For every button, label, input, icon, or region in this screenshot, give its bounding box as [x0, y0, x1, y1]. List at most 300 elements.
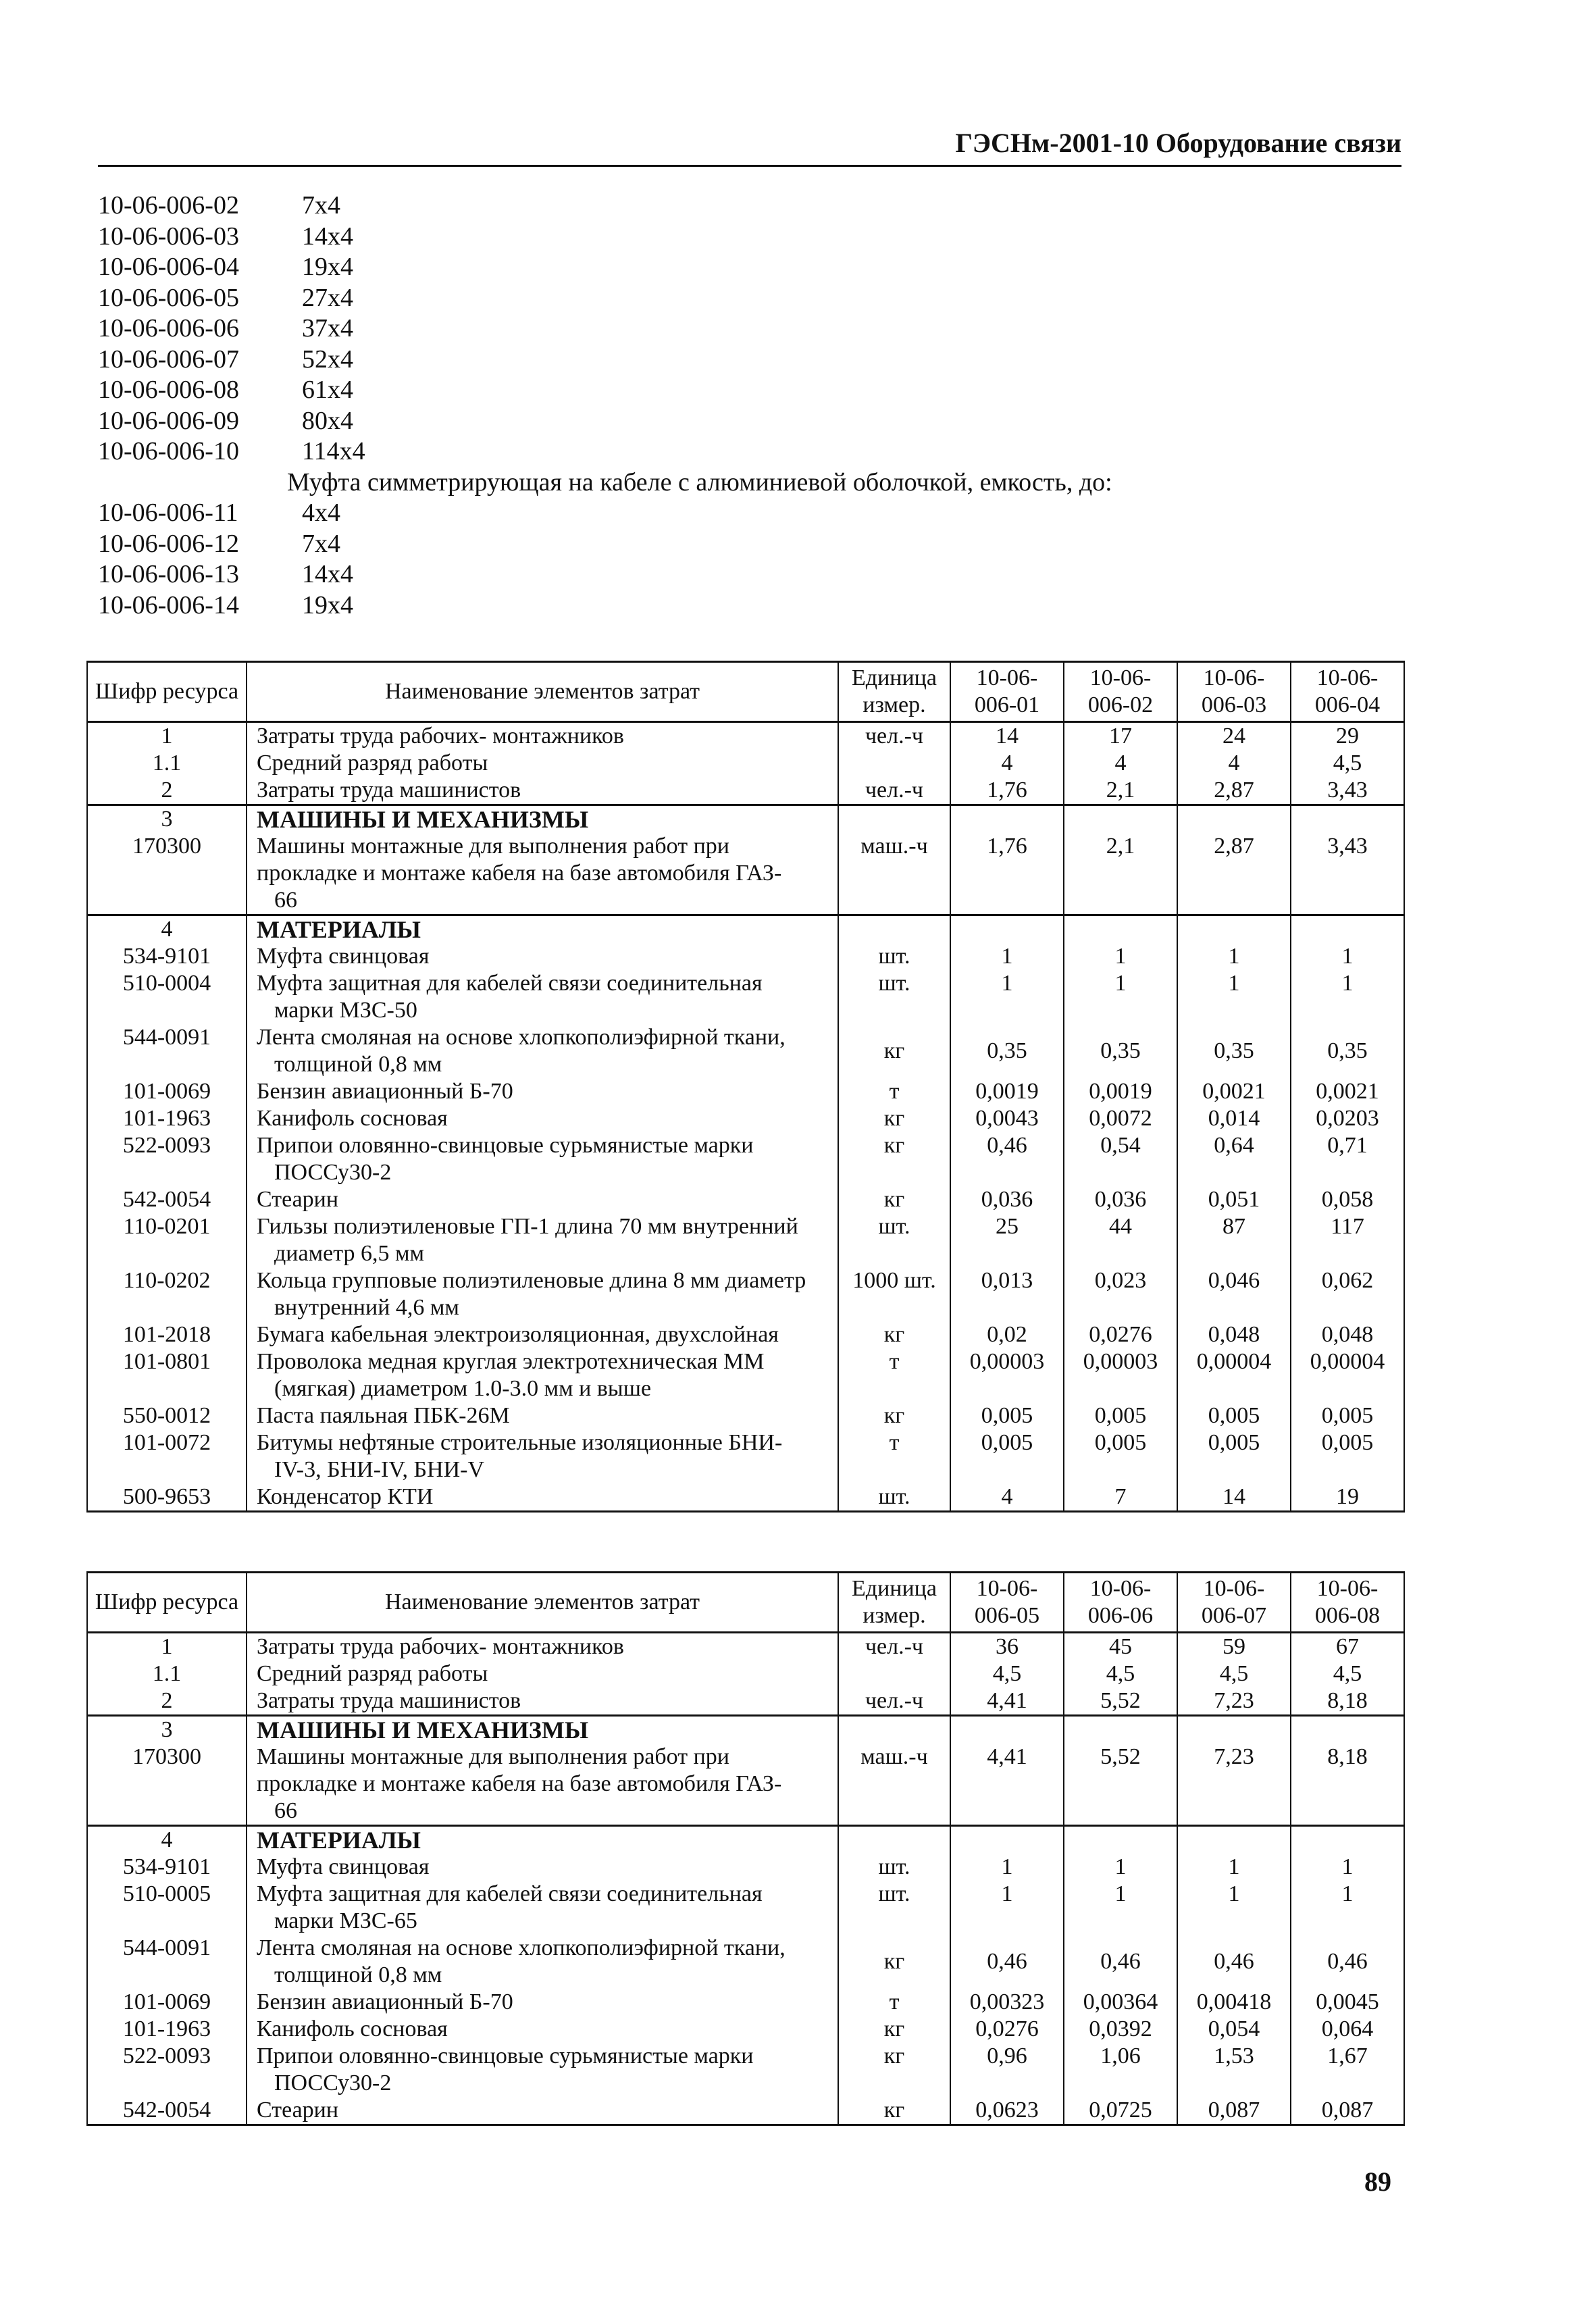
cell-name: Стеарин	[247, 2097, 838, 2125]
cell-value: 4,5	[1291, 1660, 1404, 1687]
cell-value: 4	[1177, 750, 1291, 777]
cell-unit: кг	[838, 1402, 950, 1429]
cell-value: 0,0725	[1064, 2097, 1177, 2125]
cell-value: 0,005	[1291, 1429, 1404, 1483]
cell-value: 0,0276	[950, 2016, 1064, 2043]
cell-name: Бензин авиационный Б-70	[247, 1989, 838, 2016]
cell-value: 4	[950, 750, 1064, 777]
table-row	[87, 1267, 1404, 1321]
cell-code: 1.1	[87, 750, 247, 777]
code-list-item	[98, 590, 1401, 621]
cell-name	[247, 1744, 838, 1826]
cell-code: 550-0012	[87, 1402, 247, 1429]
cell-value: 0,048	[1177, 1321, 1291, 1348]
cell-value: 0,0043	[950, 1105, 1064, 1132]
size: 7x4	[302, 191, 340, 220]
cell-name: Канифоль сосновая	[247, 1105, 838, 1132]
name-line: (мягкая) диаметром 1.0-3.0 мм и выше	[274, 1376, 652, 1401]
cell-value: 3,43	[1291, 833, 1404, 915]
cell-value: 3,43	[1291, 777, 1404, 805]
code-list-item	[98, 252, 1401, 283]
cell-value: 24	[1177, 722, 1291, 751]
code-list-item	[98, 498, 1401, 529]
name-line: ПОССу30-2	[274, 2070, 392, 2095]
cell-value: 1	[950, 970, 1064, 1024]
cell-name: Конденсатор КТИ	[247, 1483, 838, 1512]
cell-code: 101-0801	[87, 1348, 247, 1402]
cell-name: Средний разряд работы	[247, 1660, 838, 1687]
cell-unit: т	[838, 1989, 950, 2016]
cell-value: 1	[1291, 970, 1404, 1024]
name-line: ПОССу30-2	[274, 1160, 392, 1185]
cell-value: 0,0045	[1291, 1989, 1404, 2016]
cell-value: 0,0276	[1064, 1321, 1177, 1348]
cell-unit: 1000 шт.	[838, 1267, 950, 1321]
cell-value: 0,051	[1177, 1186, 1291, 1213]
name-line: IV-3, БНИ-IV, БНИ-V	[274, 1457, 485, 1482]
name-line: Припои оловянно-свинцовые сурьмянистые марки	[257, 1133, 754, 1158]
cell-value: 4,5	[950, 1660, 1064, 1687]
header-unit: Единица измер.	[838, 662, 950, 722]
name-line: Проволока медная круглая электротехническая ММ	[257, 1349, 765, 1374]
cell-unit: кг	[838, 2016, 950, 2043]
cell-code: 500-9653	[87, 1483, 247, 1512]
cell-value: 1	[1291, 1881, 1404, 1935]
cell-value: 7,23	[1177, 1687, 1291, 1716]
cell-unit: шт.	[838, 943, 950, 970]
size: 61x4	[302, 376, 353, 404]
cell-value: 0,058	[1291, 1186, 1404, 1213]
cell-value: 0,005	[1177, 1402, 1291, 1429]
cell-value: 0,023	[1064, 1267, 1177, 1321]
cell-value: 0,00003	[950, 1348, 1064, 1402]
cell-unit: шт.	[838, 1213, 950, 1267]
cell-code: 4	[87, 1826, 247, 1854]
cell-name	[247, 1348, 838, 1402]
cell-code: 101-0072	[87, 1429, 247, 1483]
table-row	[87, 943, 1404, 970]
cell-value: 0,02	[950, 1321, 1064, 1348]
cell-value: 0,0392	[1064, 2016, 1177, 2043]
table-row	[87, 1105, 1404, 1132]
name-line: Кольца групповые полиэтиленовые длина 8 мм диаметр	[257, 1268, 806, 1293]
cell-value: 0,014	[1177, 1105, 1291, 1132]
cell-value: 0,46	[1177, 1935, 1291, 1989]
cell-value: 0,00004	[1177, 1348, 1291, 1402]
cell-code: 101-1963	[87, 2016, 247, 2043]
cell-value: 1	[950, 1854, 1064, 1881]
cell-value: 0,005	[1064, 1429, 1177, 1483]
size: 114x4	[302, 437, 365, 465]
cell-value: 0,35	[1291, 1024, 1404, 1078]
table-row	[87, 1881, 1404, 1935]
cell-value: 5,52	[1064, 1744, 1177, 1826]
table-row	[87, 1402, 1404, 1429]
cell-code: 522-0093	[87, 1132, 247, 1186]
cell-value: 1,53	[1177, 2043, 1291, 2097]
cell-value: 4,41	[950, 1744, 1064, 1826]
cell-code: 170300	[87, 1744, 247, 1826]
cell-value: 0,0021	[1177, 1078, 1291, 1105]
cell-unit: шт.	[838, 1854, 950, 1881]
code: 10-06-006-12	[98, 529, 239, 558]
cell-name: Муфта свинцовая	[247, 943, 838, 970]
cell-value: 4	[950, 1483, 1064, 1512]
cell-value: 0,00004	[1291, 1348, 1404, 1402]
section-title: МАШИНЫ И МЕХАНИЗМЫ	[247, 1716, 838, 1744]
name-line: Лента смоляная на основе хлопкополиэфирной ткани,	[257, 1935, 786, 1960]
cell-value: 0,005	[950, 1402, 1064, 1429]
cell-unit: чел.-ч	[838, 1633, 950, 1661]
cell-value: 67	[1291, 1633, 1404, 1661]
cell-unit: т	[838, 1429, 950, 1483]
table-row	[87, 1321, 1404, 1348]
name-line: толщиной 0,8 мм	[274, 1052, 442, 1077]
cell-value: 45	[1064, 1633, 1177, 1661]
header-name: Наименование элементов затрат	[247, 662, 838, 722]
cell-name: Канифоль сосновая	[247, 2016, 838, 2043]
name-line: прокладке и монтаже кабеля на базе автомобиля ГАЗ-	[257, 1771, 782, 1796]
cell-unit: кг	[838, 2097, 950, 2125]
size: 7x4	[302, 529, 340, 558]
cell-code: 3	[87, 805, 247, 834]
cell-value: 1	[1177, 943, 1291, 970]
cell-value: 2,87	[1177, 833, 1291, 915]
cell-value: 1	[950, 943, 1064, 970]
cell-code: 542-0054	[87, 2097, 247, 2125]
cell-name: Стеарин	[247, 1186, 838, 1213]
cell-code: 110-0202	[87, 1267, 247, 1321]
cell-value: 0,005	[1064, 1402, 1177, 1429]
section-subtitle: Муфта симметрирующая на кабеле с алюминиевой оболочкой, емкость, до:	[287, 467, 1112, 497]
header-col: 10-06-006-05	[950, 1573, 1064, 1633]
cell-value: 1,06	[1064, 2043, 1177, 2097]
size: 37x4	[302, 314, 353, 342]
cell-value: 1	[1177, 1854, 1291, 1881]
cell-value: 8,18	[1291, 1687, 1404, 1716]
name-line: 66	[274, 888, 297, 913]
cell-unit: кг	[838, 1024, 950, 1078]
header-name: Наименование элементов затрат	[247, 1573, 838, 1633]
code: 10-06-006-10	[98, 437, 239, 465]
cell-code: 544-0091	[87, 1935, 247, 1989]
table-row	[87, 1132, 1404, 1186]
code: 10-06-006-08	[98, 376, 239, 404]
cell-value: 0,087	[1177, 2097, 1291, 2125]
section-title: МАТЕРИАЛЫ	[247, 915, 838, 944]
code: 10-06-006-07	[98, 345, 239, 374]
section-title: МАШИНЫ И МЕХАНИЗМЫ	[247, 805, 838, 834]
cell-value: 1	[1064, 970, 1177, 1024]
cell-value: 0,46	[1064, 1935, 1177, 1989]
cell-value: 4,41	[950, 1687, 1064, 1716]
table-row	[87, 1633, 1404, 1661]
cell-value: 0,00323	[950, 1989, 1064, 2016]
code-list-item	[98, 190, 1401, 222]
code-list-item	[98, 559, 1401, 590]
cell-code: 522-0093	[87, 2043, 247, 2097]
section-title: МАТЕРИАЛЫ	[247, 1826, 838, 1854]
code-list-item	[98, 529, 1401, 560]
name-line: Машины монтажные для выполнения работ при	[257, 1744, 729, 1769]
code-list-item	[98, 313, 1401, 345]
cell-name	[247, 1429, 838, 1483]
section-row	[87, 1716, 1404, 1744]
size: 27x4	[302, 283, 353, 312]
cell-code: 2	[87, 1687, 247, 1716]
cell-name: Затраты труда машинистов	[247, 1687, 838, 1716]
cell-unit: кг	[838, 1935, 950, 1989]
name-line: прокладке и монтаже кабеля на базе автомобиля ГАЗ-	[257, 861, 782, 886]
cell-unit: шт.	[838, 970, 950, 1024]
cell-value: 59	[1177, 1633, 1291, 1661]
cell-code: 510-0004	[87, 970, 247, 1024]
table-row	[87, 1687, 1404, 1716]
cell-value: 0,96	[950, 2043, 1064, 2097]
cell-unit: шт.	[838, 1881, 950, 1935]
cell-value: 1	[1064, 1881, 1177, 1935]
section-subtitle-row	[98, 467, 1401, 499]
cell-name: Затраты труда рабочих- монтажников	[247, 722, 838, 751]
cell-value: 0,71	[1291, 1132, 1404, 1186]
cell-name	[247, 2043, 838, 2097]
cell-code: 1	[87, 1633, 247, 1661]
cell-value: 0,013	[950, 1267, 1064, 1321]
cell-code: 101-0069	[87, 1078, 247, 1105]
cell-value: 0,64	[1177, 1132, 1291, 1186]
cost-table-2	[86, 1571, 1405, 2126]
cell-code: 170300	[87, 833, 247, 915]
cell-code: 542-0054	[87, 1186, 247, 1213]
code: 10-06-006-03	[98, 222, 239, 251]
size: 19x4	[302, 590, 353, 619]
cell-value: 0,46	[950, 1935, 1064, 1989]
cell-value: 0,036	[1064, 1186, 1177, 1213]
cell-value: 0,005	[1177, 1429, 1291, 1483]
cell-value: 0,46	[950, 1132, 1064, 1186]
table-row	[87, 1660, 1404, 1687]
header-rule	[98, 165, 1401, 167]
cell-value: 8,18	[1291, 1744, 1404, 1826]
cell-code: 101-0069	[87, 1989, 247, 2016]
cell-value: 1	[1064, 943, 1177, 970]
name-line: Машины монтажные для выполнения работ при	[257, 834, 729, 859]
cell-name	[247, 1935, 838, 1989]
cell-value: 0,0623	[950, 2097, 1064, 2125]
cell-code: 3	[87, 1716, 247, 1744]
size: 14x4	[302, 560, 353, 588]
cell-value: 1,76	[950, 833, 1064, 915]
cell-unit: чел.-ч	[838, 1687, 950, 1716]
cell-value: 117	[1291, 1213, 1404, 1267]
cell-value: 0,35	[1064, 1024, 1177, 1078]
cell-name	[247, 1132, 838, 1186]
cell-code: 534-9101	[87, 1854, 247, 1881]
header-col: 10-06-006-01	[950, 662, 1064, 722]
cell-unit: кг	[838, 1105, 950, 1132]
cost-table-1	[86, 661, 1405, 1513]
cell-value: 44	[1064, 1213, 1177, 1267]
cell-name	[247, 1213, 838, 1267]
cell-value: 0,036	[950, 1186, 1064, 1213]
cell-value: 25	[950, 1213, 1064, 1267]
cell-value: 0,00418	[1177, 1989, 1291, 2016]
code-list-item	[98, 345, 1401, 376]
header-col: 10-06-006-03	[1177, 662, 1291, 722]
name-line: Гильзы полиэтиленовые ГП-1 длина 70 мм внутренний	[257, 1214, 798, 1239]
cell-value: 1	[1291, 1854, 1404, 1881]
code: 10-06-006-04	[98, 253, 239, 281]
header-col: 10-06-006-04	[1291, 662, 1404, 722]
table-row	[87, 2016, 1404, 2043]
cell-unit: кг	[838, 1132, 950, 1186]
size: 80x4	[302, 406, 353, 435]
name-line: толщиной 0,8 мм	[274, 1962, 442, 1987]
cell-value: 0,0203	[1291, 1105, 1404, 1132]
cell-value: 7	[1064, 1483, 1177, 1512]
size: 52x4	[302, 345, 353, 374]
code-list-item	[98, 222, 1401, 253]
cell-unit: чел.-ч	[838, 777, 950, 805]
cell-name: Бензин авиационный Б-70	[247, 1078, 838, 1105]
header-col: 10-06-006-08	[1291, 1573, 1404, 1633]
header-col: 10-06-006-06	[1064, 1573, 1177, 1633]
name-line: Муфта защитная для кабелей связи соединительная	[257, 971, 763, 996]
cell-value: 1,67	[1291, 2043, 1404, 2097]
cell-unit	[838, 750, 950, 777]
cell-value: 0,005	[1291, 1402, 1404, 1429]
table-row	[87, 1989, 1404, 2016]
cell-value: 0,54	[1064, 1132, 1177, 1186]
name-line: марки МЗС-65	[274, 1908, 417, 1933]
table-row	[87, 750, 1404, 777]
cell-value: 87	[1177, 1213, 1291, 1267]
page-number: 89	[1364, 2166, 1391, 2197]
code: 10-06-006-13	[98, 560, 239, 588]
code: 10-06-006-11	[98, 499, 238, 527]
cell-value: 5,52	[1064, 1687, 1177, 1716]
cell-value: 4,5	[1291, 750, 1404, 777]
table-row	[87, 1744, 1404, 1826]
cell-value: 0,005	[950, 1429, 1064, 1483]
cell-value: 0,35	[1177, 1024, 1291, 1078]
cell-code: 101-1963	[87, 1105, 247, 1132]
cell-unit: т	[838, 1078, 950, 1105]
cell-value: 1	[1177, 1881, 1291, 1935]
header-code: Шифр ресурса	[87, 1573, 247, 1633]
cell-unit: кг	[838, 1321, 950, 1348]
cell-code: 101-2018	[87, 1321, 247, 1348]
cell-value: 0,46	[1291, 1935, 1404, 1989]
cell-code: 544-0091	[87, 1024, 247, 1078]
cell-code: 1.1	[87, 1660, 247, 1687]
name-line: 66	[274, 1798, 297, 1823]
cell-unit: шт.	[838, 1483, 950, 1512]
cell-code: 2	[87, 777, 247, 805]
cell-value: 0,0019	[1064, 1078, 1177, 1105]
cell-unit	[838, 1660, 950, 1687]
table-row	[87, 1935, 1404, 1989]
section-row	[87, 805, 1404, 834]
cell-name: Бумага кабельная электроизоляционная, двухслойная	[247, 1321, 838, 1348]
cell-value: 4	[1064, 750, 1177, 777]
cell-value: 2,1	[1064, 777, 1177, 805]
section-row	[87, 1826, 1404, 1854]
code: 10-06-006-05	[98, 283, 239, 312]
cell-name: Затраты труда рабочих- монтажников	[247, 1633, 838, 1661]
table-header-row	[87, 662, 1404, 722]
cell-value: 36	[950, 1633, 1064, 1661]
cell-code: 4	[87, 915, 247, 944]
table-row	[87, 2043, 1404, 2097]
table-row	[87, 1186, 1404, 1213]
cell-value: 0,00003	[1064, 1348, 1177, 1402]
cell-value: 1	[1064, 1854, 1177, 1881]
table-row	[87, 1854, 1404, 1881]
cell-name	[247, 970, 838, 1024]
header-code: Шифр ресурса	[87, 662, 247, 722]
cell-name: Паста паяльная ПБК-26М	[247, 1402, 838, 1429]
cell-unit: чел.-ч	[838, 722, 950, 751]
table-row	[87, 777, 1404, 805]
cell-value: 0,048	[1291, 1321, 1404, 1348]
cell-value: 17	[1064, 722, 1177, 751]
cell-value: 0,062	[1291, 1267, 1404, 1321]
cell-value: 14	[950, 722, 1064, 751]
cell-name	[247, 833, 838, 915]
cell-value: 1,76	[950, 777, 1064, 805]
cell-name	[247, 1267, 838, 1321]
size: 19x4	[302, 253, 353, 281]
code: 10-06-006-02	[98, 191, 239, 220]
cell-name: Средний разряд работы	[247, 750, 838, 777]
cell-value: 2,1	[1064, 833, 1177, 915]
cell-value: 29	[1291, 722, 1404, 751]
cell-value: 0,35	[950, 1024, 1064, 1078]
size: 4x4	[302, 499, 340, 527]
name-line: Муфта защитная для кабелей связи соединительная	[257, 1881, 763, 1906]
cell-value: 19	[1291, 1483, 1404, 1512]
name-line: Припои оловянно-свинцовые сурьмянистые марки	[257, 2043, 754, 2068]
name-line: Лента смоляная на основе хлопкополиэфирной ткани,	[257, 1025, 786, 1050]
table-row	[87, 833, 1404, 915]
cell-value: 1	[1291, 943, 1404, 970]
name-line: диаметр 6,5 мм	[274, 1241, 424, 1266]
header-col: 10-06-006-02	[1064, 662, 1177, 722]
cell-value: 2,87	[1177, 777, 1291, 805]
table-row	[87, 722, 1404, 751]
cell-value: 4,5	[1064, 1660, 1177, 1687]
code-list-item	[98, 406, 1401, 437]
cell-unit: кг	[838, 2043, 950, 2097]
name-line: Битумы нефтяные строительные изоляционные БНИ-	[257, 1430, 783, 1455]
page-header-title: ГЭСНм-2001-10 Оборудование связи	[955, 128, 1401, 158]
cell-code: 1	[87, 722, 247, 751]
cell-name	[247, 1881, 838, 1935]
code-list-item	[98, 375, 1401, 406]
table-row	[87, 1213, 1404, 1267]
code: 10-06-006-14	[98, 590, 239, 619]
code-list	[98, 190, 1401, 621]
cell-value: 0,054	[1177, 2016, 1291, 2043]
table-header-row	[87, 1573, 1404, 1633]
header-col: 10-06-006-07	[1177, 1573, 1291, 1633]
cell-code: 110-0201	[87, 1213, 247, 1267]
cell-value: 0,0021	[1291, 1078, 1404, 1105]
table-row	[87, 1078, 1404, 1105]
code-list-item	[98, 436, 1401, 467]
cell-code: 534-9101	[87, 943, 247, 970]
